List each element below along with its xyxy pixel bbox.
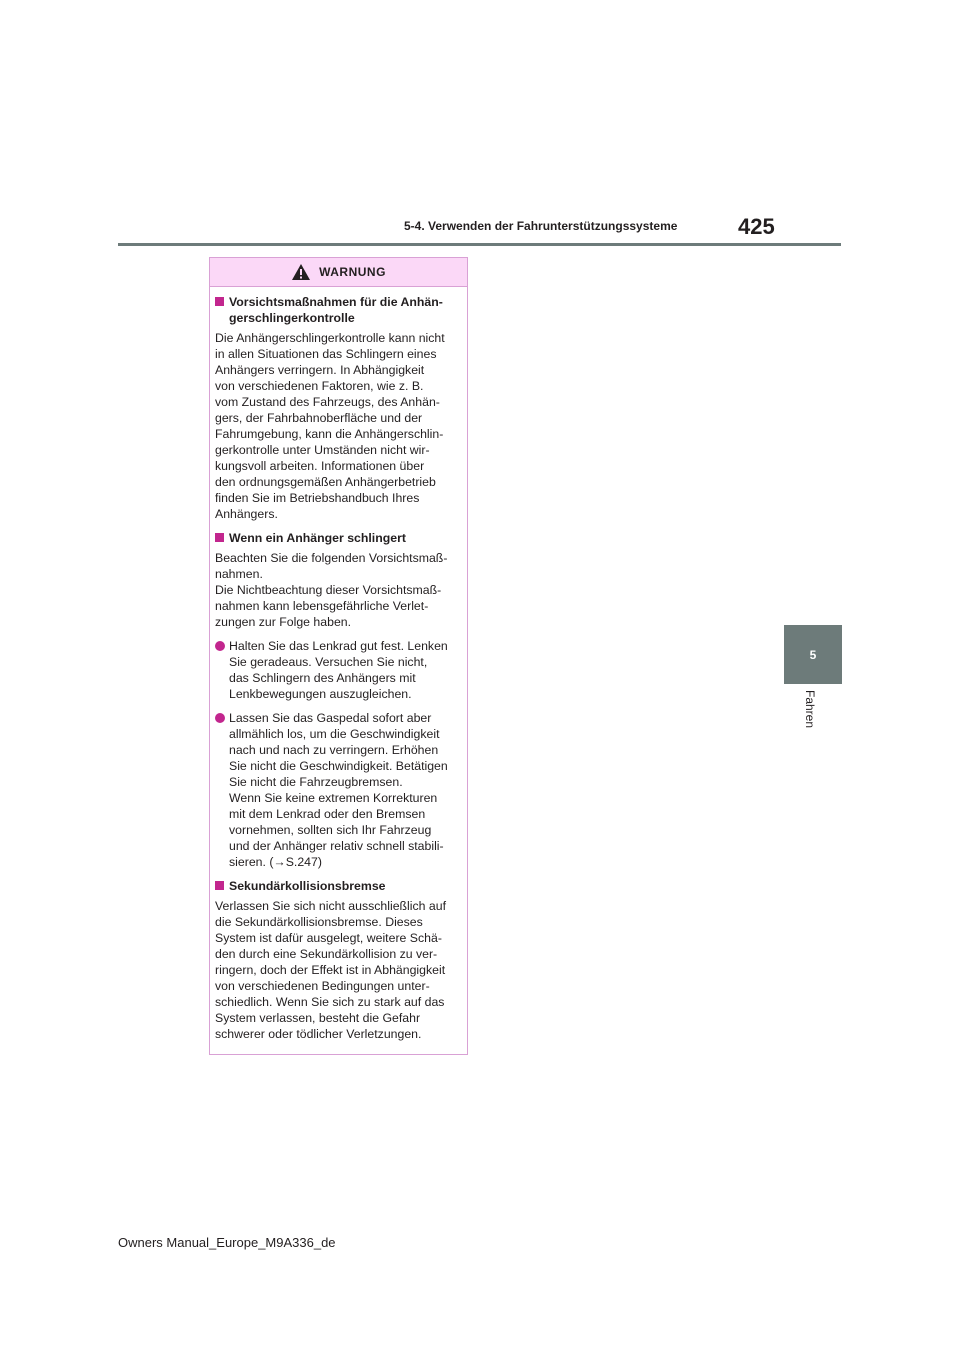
section-heading — [215, 878, 462, 894]
warning-body — [210, 287, 467, 1042]
square-bullet-icon — [215, 881, 224, 890]
section-heading-text: Sekundärkollisionsbremse — [229, 879, 386, 893]
warning-header — [210, 258, 467, 287]
header-divider — [118, 243, 841, 246]
section-heading-text: Vorsichtsmaßnahmen für die Anhän- gerschlingerkontrolle — [229, 295, 443, 325]
round-bullet-icon — [215, 713, 225, 723]
warning-title: WARNUNG — [319, 265, 386, 279]
square-bullet-icon — [215, 297, 224, 306]
section-heading — [215, 294, 462, 326]
section-header: 5-4. Verwenden der Fahrunterstützungssysteme — [404, 219, 678, 233]
warning-box — [209, 257, 468, 1055]
square-bullet-icon — [215, 533, 224, 542]
section-heading — [215, 530, 462, 546]
round-bullet-icon — [215, 641, 225, 651]
chapter-number: 5 — [809, 647, 817, 662]
bullet-item — [215, 710, 462, 870]
page-number: 425 — [738, 214, 775, 239]
paragraph: Beachten Sie die folgenden Vorsichtsmaß- nahmen. Die Nichtbeachtung dieser Vorsichtsmaß- nahmen kann lebensgefährliche Verlet- zungen zur Folge haben. — [215, 551, 448, 629]
section-heading-text: Wenn ein Anhänger schlingert — [229, 531, 406, 545]
chapter-title: Fahren — [803, 690, 817, 729]
chapter-tab[interactable] — [784, 625, 842, 684]
warning-triangle-icon — [291, 263, 311, 281]
bullet-text: Lassen Sie das Gaspedal sofort aber allmählich los, um die Geschwindigkeit nach und nach zu verringern. Erhöhen Sie nicht die Geschwindigkeit. Betätigen Sie nicht die Fahrzeugbremsen. Wenn Sie keine extremen Korrekturen mit dem Lenkrad oder den Bremsen vornehmen, sollten sich Ihr Fahrzeug und der Anhänger relativ schnell stabili- sieren. (→S.247) — [229, 711, 448, 869]
paragraph: Die Anhängerschlingerkontrolle kann nicht in allen Situationen das Schlingern eines Anhängers verringern. In Abhängigkeit von verschiedenen Faktoren, wie z. B. vom Zustand des Fahrzeugs, des Anhän- gers, der Fahrbahnoberfläche und der Fahrumgebung, kann die Anhängerschlin- gerkontrolle unter Umständen nicht wir- kungsvoll arbeiten. Informationen über den ordnungsgemäßen Anhängerbetrieb finden Sie im Betriebshandbuch Ihres Anhängers. — [215, 331, 445, 521]
bullet-text: Halten Sie das Lenkrad gut fest. Lenken Sie geradeaus. Versuchen Sie nicht, das Schlingern des Anhängers mit Lenkbewegungen auszugleichen. — [229, 639, 448, 701]
bullet-item — [215, 638, 462, 702]
document-id: Owners Manual_Europe_M9A336_de — [118, 1235, 336, 1250]
paragraph: Verlassen Sie sich nicht ausschließlich auf die Sekundärkollisionsbremse. Dieses System ist dafür ausgelegt, weitere Schä- den durch eine Sekundärkollision zu ver- ringern, doch der Effekt ist in Abhängigkeit von verschiedenen Bedingungen unter- schiedlich. Wenn Sie sich zu stark auf das System verlassen, besteht die Gefahr schwerer oder tödlicher Verletzungen. — [215, 899, 447, 1041]
